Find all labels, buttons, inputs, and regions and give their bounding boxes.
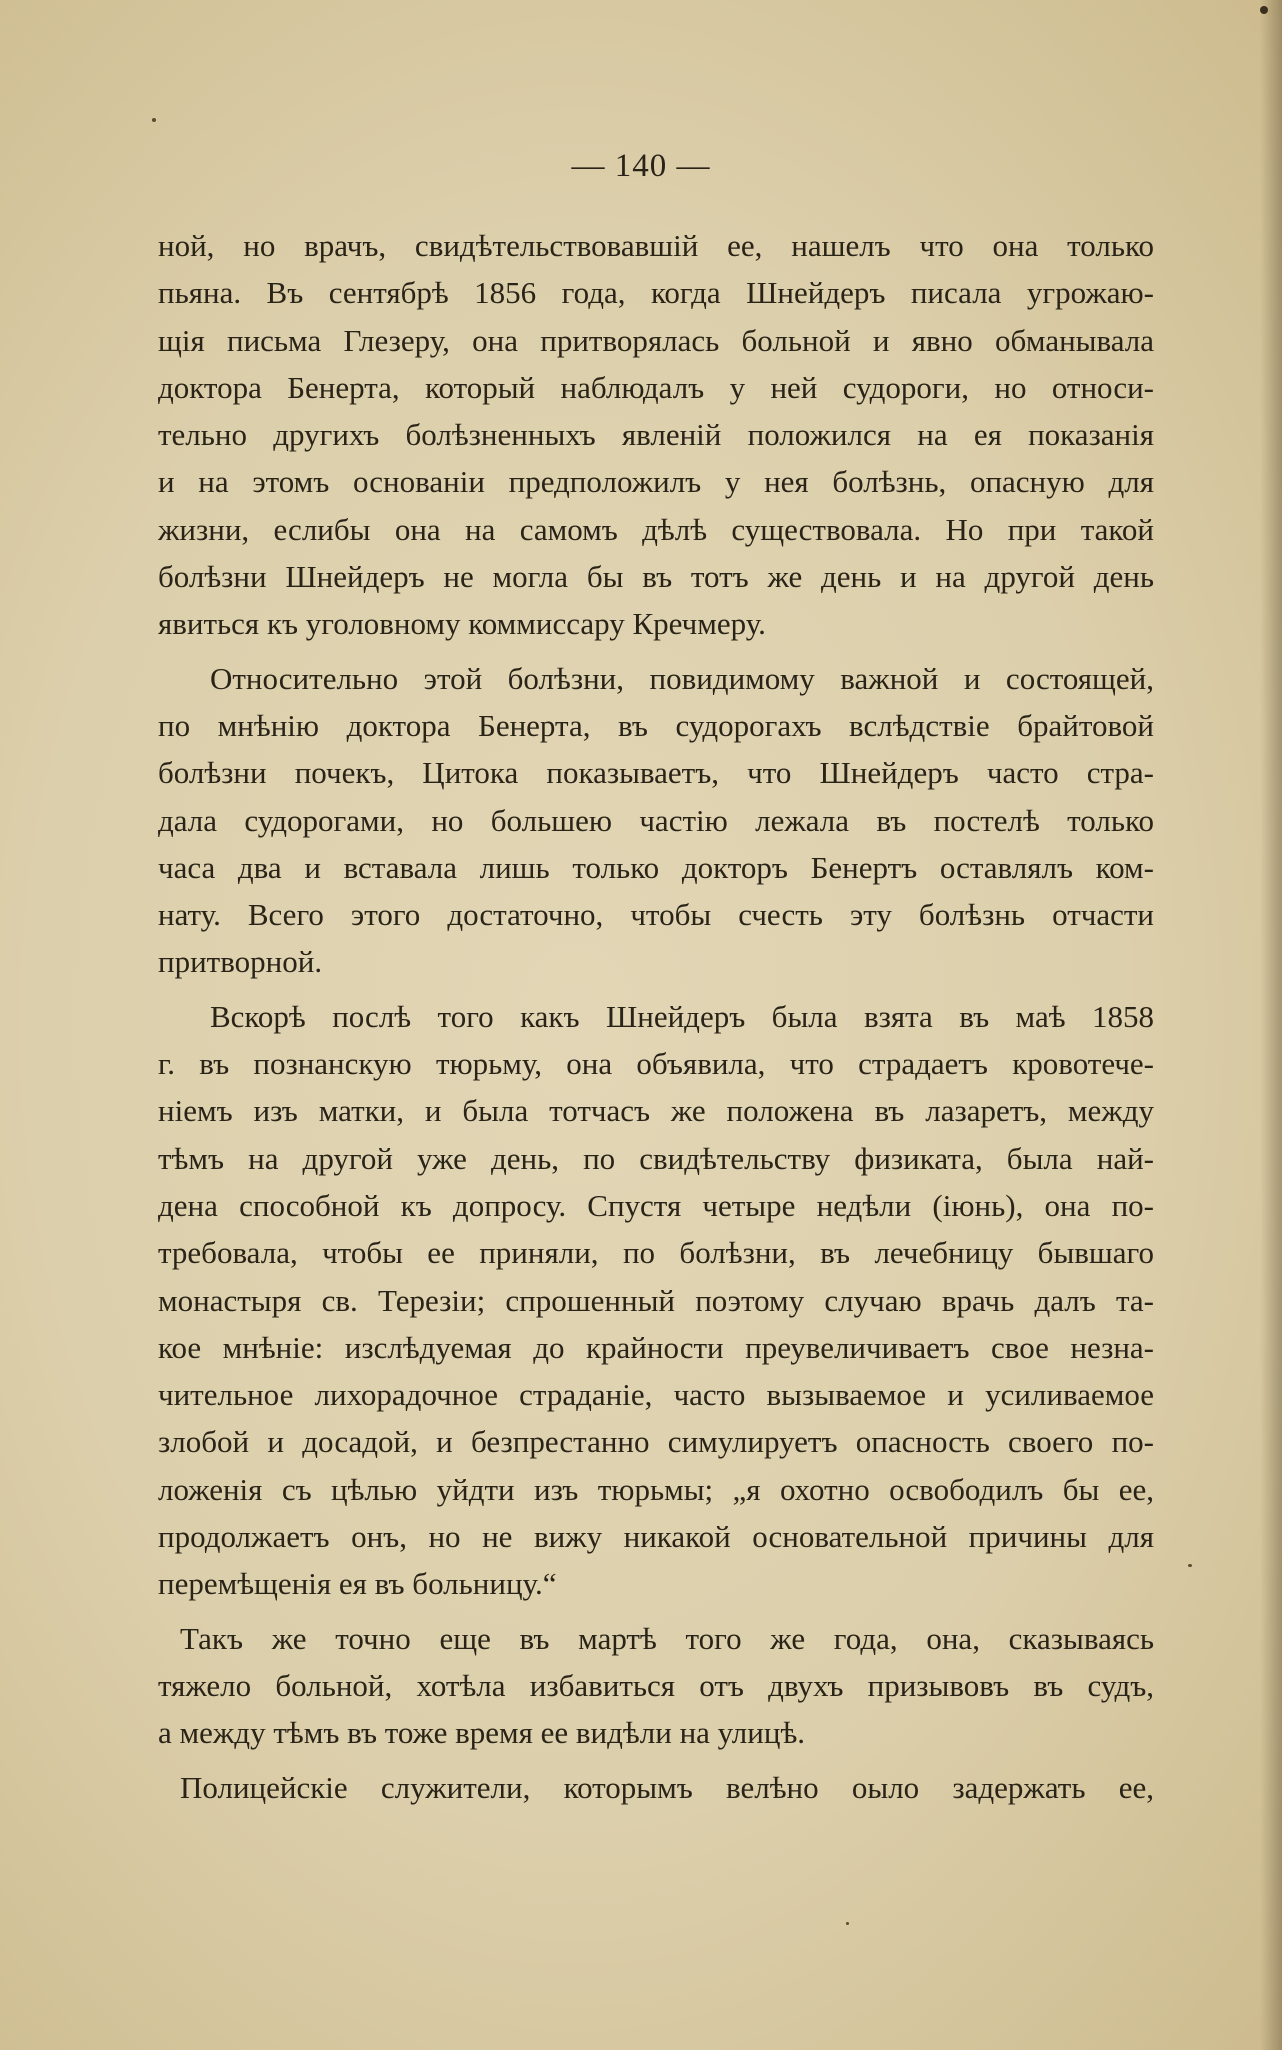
- paragraph: [158, 1615, 1154, 1757]
- text-line: Относительно этой болѣзни, повидимому важной и состоящей,: [210, 660, 1154, 696]
- text-line: тяжело больной, хотѣла избавиться отъ двухъ призывовъ въ судъ,: [158, 1667, 1154, 1703]
- text-line: чительное лихорадочное страданіе, часто вызываемое и усиливаемое: [158, 1377, 1154, 1413]
- page-edge-shadow: [1260, 0, 1282, 2050]
- text-line: тельно другихъ болѣзненныхъ явленій положился на ея показанія: [158, 417, 1154, 453]
- text-line: часа два и вставала лишь только докторъ Бенертъ оставлялъ ком-: [158, 849, 1154, 885]
- text-line: притворной.: [158, 944, 323, 980]
- text-line: ложенія съ цѣлью уйдти изъ тюрьмы; „я охотно освободилъ бы ее,: [158, 1471, 1154, 1507]
- text-line: Такъ же точно еще въ мартѣ того же года, она, сказываясь: [180, 1620, 1154, 1656]
- text-line: продолжаетъ онъ, но не вижу никакой основательной причины для: [158, 1519, 1154, 1555]
- text-line: Полицейскіе служители, которымъ велѣно оыло задержать ее,: [180, 1769, 1154, 1805]
- paper-speck: [846, 1922, 849, 1925]
- text-line: г. въ познанскую тюрьму, она объявила, что страдаетъ кровотече-: [158, 1046, 1154, 1082]
- text-line: и на этомъ основаніи предположилъ у нея болѣзнь, опасную для: [158, 464, 1154, 500]
- paper-speck: [1260, 6, 1268, 14]
- text-line: болѣзни Шнейдеръ не могла бы въ тотъ же день и на другой день: [158, 559, 1154, 595]
- text-line: пьяна. Въ сентябрѣ 1856 года, когда Шнейдеръ писала угрожаю-: [158, 275, 1154, 311]
- text-line: а между тѣмъ въ тоже время ее видѣли на улицѣ.: [158, 1715, 806, 1751]
- text-line: Вскорѣ послѣ того какъ Шнейдеръ была взята въ маѣ 1858: [210, 998, 1154, 1034]
- paper-speck: [1188, 1564, 1192, 1567]
- text-line: болѣзни почекъ, Цитока показываетъ, что Шнейдеръ часто стра-: [158, 755, 1154, 791]
- body-text: [158, 222, 1154, 1818]
- text-line: монастыря св. Терезіи; спрошенный поэтому случаю врачь далъ та-: [158, 1282, 1154, 1318]
- text-line: явиться къ уголовному коммиссару Кречмеру.: [158, 606, 766, 642]
- paragraph: [158, 993, 1154, 1608]
- page-number: — 140 —: [571, 148, 711, 184]
- text-line: злобой и досадой, и безпрестанно симулируетъ опасность своего по-: [158, 1424, 1154, 1460]
- text-line: ной, но врачъ, свидѣтельствовавшій ее, нашелъ что она только: [158, 228, 1154, 263]
- text-line: нату. Всего этого достаточно, чтобы счесть эту болѣзнь отчасти: [158, 897, 1154, 933]
- text-line: доктора Бенерта, который наблюдалъ у ней судороги, но относи-: [158, 369, 1154, 405]
- paragraph: [158, 655, 1154, 986]
- text-line: дена способной къ допросу. Спустя четыре недѣли (іюнь), она по-: [158, 1187, 1154, 1223]
- text-line: требовала, чтобы ее приняли, по болѣзни, въ лечебницу бывшаго: [158, 1235, 1154, 1271]
- text-line: перемѣщенія ея въ больницу.“: [158, 1566, 557, 1602]
- text-line: щія письма Глезеру, она притворялась больной и явно обманывала: [158, 322, 1154, 358]
- paper-speck: [152, 118, 156, 122]
- text-line: дала судорогами, но большею частію лежала въ постелѣ только: [158, 802, 1154, 838]
- text-line: кое мнѣніе: изслѣдуемая до крайности преувеличиваетъ свое незна-: [158, 1329, 1154, 1365]
- paragraph: [158, 1764, 1154, 1811]
- text-line: ніемъ изъ матки, и была тотчасъ же положена въ лазаретъ, между: [158, 1093, 1154, 1129]
- paragraph: [158, 222, 1154, 648]
- text-line: по мнѣнію доктора Бенерта, въ судорогахъ вслѣдствіе брайтовой: [158, 707, 1154, 743]
- text-line: жизни, еслибы она на самомъ дѣлѣ существовала. Но при такой: [158, 511, 1154, 547]
- text-line: тѣмъ на другой уже день, по свидѣтельству физиката, была най-: [158, 1140, 1154, 1176]
